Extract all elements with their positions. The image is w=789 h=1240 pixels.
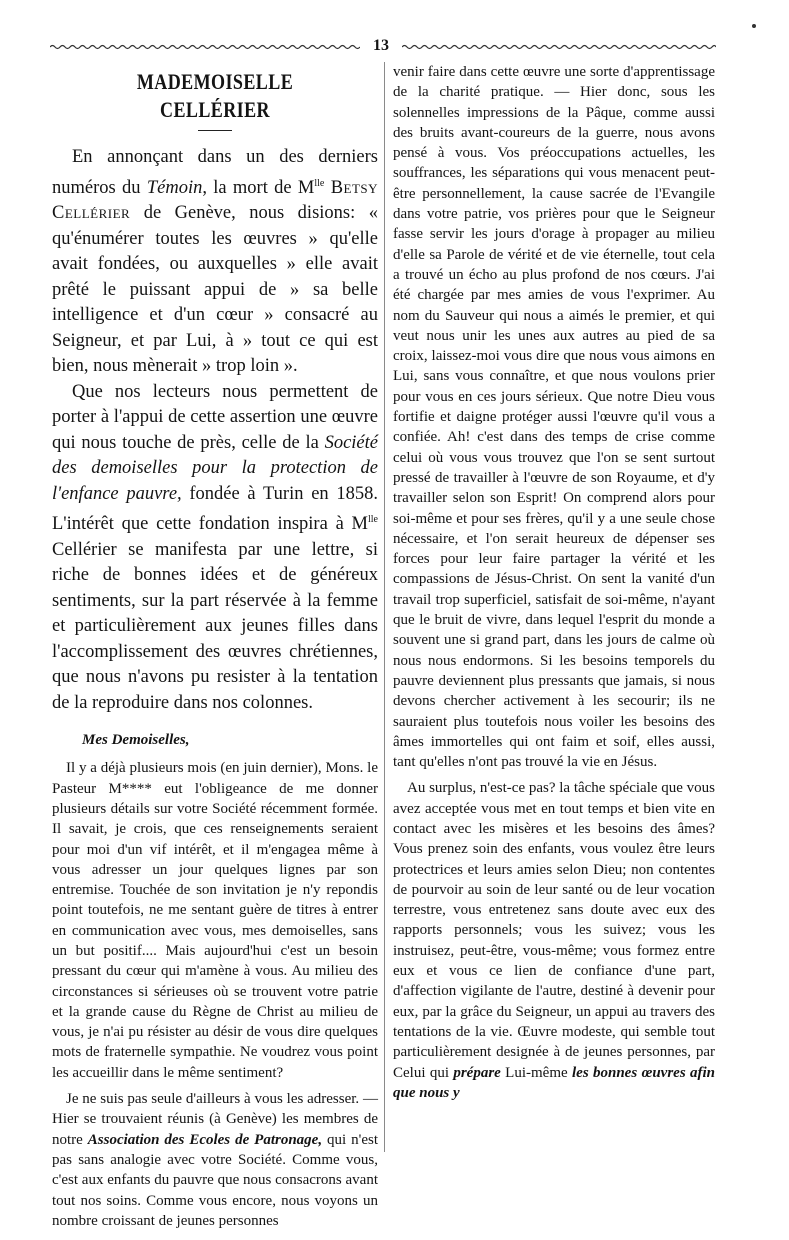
title-rule [198, 130, 232, 131]
page-number: 13 [373, 37, 389, 54]
ornamental-rule-right [402, 44, 716, 50]
letter-salutation: Mes Demoiselles, [82, 732, 190, 749]
right-column [393, 62, 715, 1103]
context-paragraph: Que nos lecteurs nous permettent de porter à l'appui de cette assertion une œuvre qui nous touche de près, celle de la Société des demoiselles pour la protection de l'enfance pauvre, fondée à Turin en 1858. L'intérêt que cette fondation inspira à $M^{lle}$ Cellérier se manifesta par une lettre, si riche de bonnes idées et de généreux sentiments, sur la part réservée à la femme et particulièrement aux jeunes filles dans l'accomplissement des œuvres chrétiennes, que nous n'avons pu resister à la tentation de la reproduire dans nos colonnes. [52, 381, 378, 713]
ornamental-rule-left [50, 44, 360, 50]
letter-paragraph: Je ne suis pas seule d'ailleurs à vous les adresser. — Hier se trouvaient réunis (à Genève) les membres de notre Association des Ecoles de Patronage, qui n'est pas sans analogie avec votre Société. Comme vous, c'est aux enfants du pauvre que nous consacrons avant tout nos soins. Comme vous encore, nous voyons un nombre croissant de jeunes personnes [52, 1091, 378, 1229]
column-divider [384, 62, 385, 1152]
letter-paragraph: Au surplus, n'est-ce pas? la tâche spéciale que vous avez acceptée vous met en tout temps et bien vite en contact avec les misères et les besoins des âmes? Vous prenez soin des enfants, vous voulez être leurs protectrices et leurs amies selon Dieu; non contentes de pourvoir au soin de leur santé ou de leur vocation terrestre, vous entretenez sans doute avec eux des rapports personnels; vous les suivez; vous les instruisez, peut-être, vous-même; vous formez entre eux et vous ce lien de confiance d'une part, d'affection vigilante de l'autre, destiné à devenir pour eux, par la grâce du Seigneur, un appui au travers des tentations de la vie. Œuvre modeste, qui semble tout particulièrement designée à de jeunes personnes, par Celui qui prépare Lui-même les bonnes œuvres afin que nous y [393, 780, 716, 1101]
page-header [50, 36, 716, 58]
letter-paragraph: venir faire dans cette œuvre une sorte d'apprentissage de la charité pratique. — Hier donc, sous les solennelles impressions de la Pâque, comme aussi des bruits avant-coureurs de la guerre, nous avons pensé à vous. Vos préoccupations actuelles, les souffrances, les séparations qui vous menacent peut-être personnellement, la cause sacrée de l'Evangile dans votre patrie, vos prières pour que le Seigneur fasse servir les jours d'orage à propager au milieu d'elle sa Parole de vérité et de vie éternelle, tout cela a trouvé un écho au plus profond de nos cœurs. J'ai été chargée par mes amies de vous l'exprimer. Au nom du Sauveur qui nous a aimés le premier, et qui veut nous unir les unes aux autres au pied de sa croix, laissez-moi vous dire que nous vous aimons en Lui, sans vous connaître, et que nous voulons prier pour vous en ces jours sérieux. Que notre Dieu vous fortifie et daigne protéger aussi l'œuvre qu'il vous a confiée. Ah! c'est dans des temps de crise comme celui où vous vous trouvez que l'on se sent surtout pressé de travailler à l'œuvre de son Royaume, et d'y travailler selon son Esprit! On comprend alors pour soi-même et pour ses frères, qu'il y a une seule chose nécessaire, et l'on serait heureux de dépenser ses forces pour leur faire partager la vérité et les compassions de Jésus-Christ. On sent la vanité d'un travail trop superficiel, satisfait de soi-même, n'ayant que le bruit de vivre, dans lequel l'esprit du monde a souvent une si grand part, dans les jours de calme où nous nous endormons. Si les besoins temporels du pauvre deviennent plus pressants que jamais, si nous devons chercher activement à les secourir; ils ne sauraient plus toutefois nous voiler les besoins des âmes immortelles qui ont faim et soif, elles aussi, tant qu'elles n'ont pas trouvé la vie en Jésus. [393, 64, 715, 771]
article-title: MADEMOISELLE CELLÉRIER [136, 69, 294, 122]
letter-paragraph: Il y a déjà plusieurs mois (en juin dernier), Mons. le Pasteur M**** eut l'obligeance de me donner plusieurs détails sur votre Société récemment formée. Il savait, je crois, que ces renseignements seraient pour moi d'un vif intérêt, et il m'engagea même à vous adresser un jour quelques lignes par son entremise. Touchée de son invitation je n'y repondis point toutefois, ne me sentant guère de titres à entrer en communication avec vous, mes demoiselles, sans un but positif.... Mais aujourd'hui c'est un besoin pressant du cœur qui m'amène à vous. Au milieu des circonstances si sérieuses où se trouvent votre patrie et la grande cause du Règne de Christ au milieu de vous, je n'ai pu résister au désir de vous dire quelques mots de fraternelle sympathie. Ne voudrez vous point les accueillir dans le même sentiment? [52, 760, 378, 1081]
print-speck [752, 24, 756, 28]
left-column [52, 62, 378, 1231]
intro-paragraph: En annonçant dans un des derniers numéros du Témoin, la mort de $M^{lle}$ Betsy Cellérier de Genève, nous disions: « qu'énumérer toutes les œuvres » qu'elle avait fondées, ou auxquelles » elle avait prêté le puissant appui de » sa belle intelligence et d'un cœur » consacré au Seigneur, et par Lui, à » tout ce qui est bien, nous mènerait » trop loin ». [52, 147, 379, 377]
